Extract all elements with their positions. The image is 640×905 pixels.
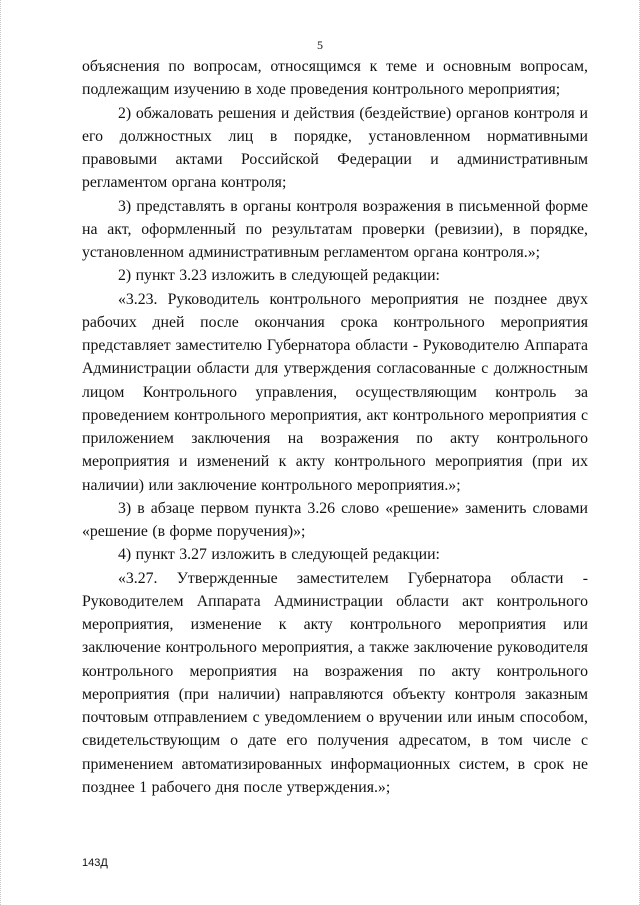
paragraph-amend-3-23: 2) пункт 3.23 изложить в следующей редакции: <box>118 267 440 285</box>
paragraph-appeal-right: 2) обжаловать решения и действия (бездействие) органов контроля и его должностных лиц в порядке, установленном нормативными правовыми актами Российской Федерации и административным регламентом органа контроля; <box>82 104 588 192</box>
paragraph-amend-3-26: 3) в абзаце первом пункта 3.26 слово «решение» заменить словами «решение (в форме поручения)»; <box>82 499 588 540</box>
paragraph-amend-3-27: 4) пункт 3.27 изложить в следующей редакции: <box>118 546 440 564</box>
document-code: 143Д <box>82 857 108 869</box>
paragraph-clause-3-27: «3.27. Утвержденные заместителем Губернатора области - Руководителем Аппарата Администрации области акт контрольного мероприятия, изменение к акту контрольного мероприятия или заключение контрольного мероприятия, а также заключение руководителя контрольного мероприятия на возражения по акту контрольного мероприятия (при наличии) направляются объекту контроля заказным почтовым отправлением с уведомлением о вручении или иным способом, свидетельствующим о дате его получения адресатом, в том числе с применением автоматизированных информационных систем, в срок не позднее 1 рабочего дня после утверждения.»; <box>82 569 588 796</box>
paragraph-clause-3-23: «3.23. Руководитель контрольного мероприятия не позднее двух рабочих дней после окончания срока контрольного мероприятия представляет заместителю Губернатора области - Руководителю Аппарата Администрации области для утверждения согласованные с должностным лицом Контрольного управления, осуществляющим контроль за проведением контрольного мероприятия, акт контрольного мероприятия с приложением заключения на возражения по акту контрольного мероприятия и изменений к акту контрольного мероприятия (при их наличии) или заключение контрольного мероприятия.»; <box>82 290 588 494</box>
page-number: 5 <box>317 38 323 52</box>
paragraph-continuation: объяснения по вопросам, относящимся к теме и основным вопросам, подлежащим изучению в ходе проведения контрольного мероприятия; <box>82 58 588 99</box>
paragraph-objection-right: 3) представлять в органы контроля возражения в письменной форме на акт, оформленный по результатам проверки (ревизии), в порядке, установленном административным регламентом органа контроля.»; <box>82 197 588 261</box>
document-body <box>82 55 588 799</box>
